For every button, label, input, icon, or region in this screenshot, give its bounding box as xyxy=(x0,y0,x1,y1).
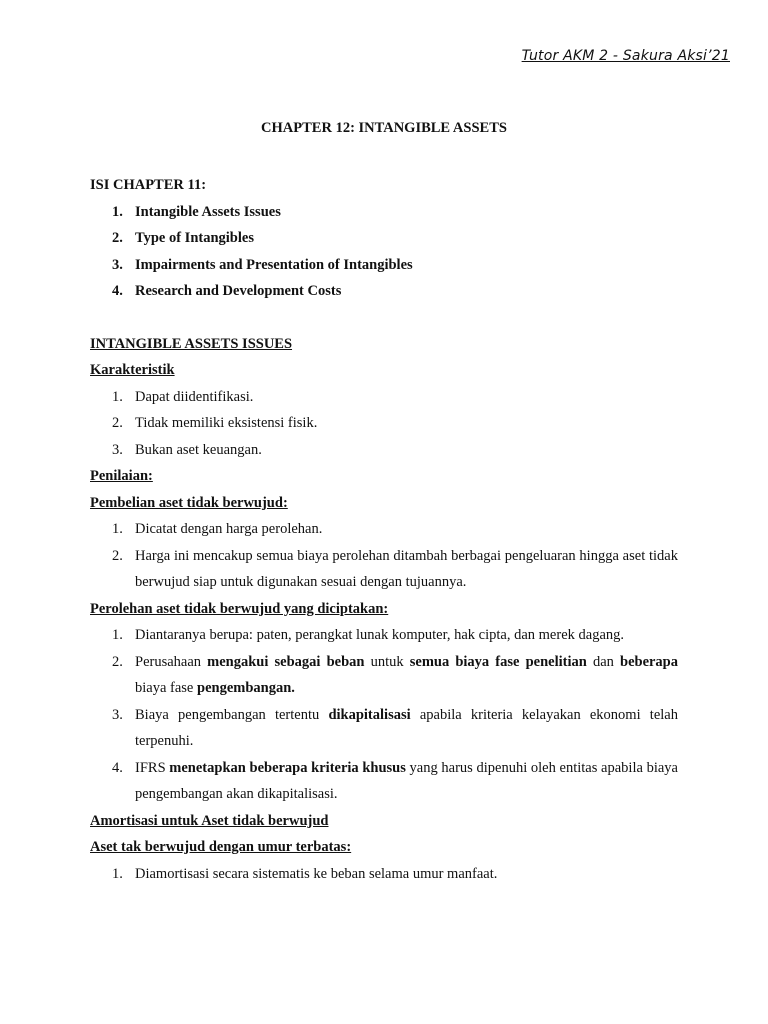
contents-heading: ISI CHAPTER 11: xyxy=(90,177,207,193)
perolehan-heading: Perolehan aset tidak berwujud yang diciptakan: xyxy=(90,600,389,617)
list-item: 3. Impairments and Presentation of Intangibles xyxy=(112,256,413,273)
header-note: Tutor AKM 2 - Sakura Aksi’21 xyxy=(521,48,730,64)
pembelian-heading: Pembelian aset tidak berwujud: xyxy=(90,494,288,511)
list-item: 2. Harga ini mencakup semua biaya perolehan ditambah berbagai pengeluaran hingga aset tidak berwujud siap untuk digunakan sesuai dengan tujuannya. xyxy=(112,547,678,590)
section-heading: INTANGIBLE ASSETS ISSUES xyxy=(90,335,293,352)
amortisasi-heading: Amortisasi untuk Aset tidak berwujud xyxy=(90,812,329,829)
contents-list xyxy=(90,199,678,305)
terbatas-heading: Aset tak berwujud dengan umur terbatas: xyxy=(90,839,352,855)
list-item: 1. Diantaranya berupa: paten, perangkat lunak komputer, hak cipta, dan merek dagang. xyxy=(112,627,624,643)
list-item: 3. Biaya pengembangan tertentu dikapitalisasi apabila kriteria kelayakan ekonomi telah terpenuhi. xyxy=(112,706,678,749)
karakteristik-heading: Karakteristik xyxy=(90,362,175,378)
chapter-title: CHAPTER 12: INTANGIBLE ASSETS xyxy=(261,120,507,136)
list-item: 3. Bukan aset keuangan. xyxy=(112,441,262,458)
perolehan-list xyxy=(90,622,678,808)
list-item: 1. Intangible Assets Issues xyxy=(112,203,281,220)
list-item: 4. Research and Development Costs xyxy=(112,283,342,299)
list-item: 2. Type of Intangibles xyxy=(112,230,254,246)
list-item: 4. IFRS menetapkan beberapa kriteria khusus yang harus dipenuhi oleh entitas apabila biaya pengembangan akan dikapitalisasi. xyxy=(112,759,678,802)
list-item: 2. Tidak memiliki eksistensi fisik. xyxy=(112,415,318,431)
list-item: 1. Diamortisasi secara sistematis ke beban selama umur manfaat. xyxy=(112,865,498,882)
terbatas-list xyxy=(90,861,678,888)
list-item: 1. Dicatat dengan harga perolehan. xyxy=(112,521,323,537)
list-item: 1. Dapat diidentifikasi. xyxy=(112,388,254,405)
list-item: 2. Perusahaan mengakui sebagai beban untuk semua biaya fase penelitian dan beberapa biaya fase pengembangan. xyxy=(112,653,678,696)
penilaian-heading: Penilaian: xyxy=(90,468,153,484)
karakteristik-list xyxy=(90,384,678,464)
pembelian-list xyxy=(90,516,678,596)
document-page xyxy=(90,118,678,887)
